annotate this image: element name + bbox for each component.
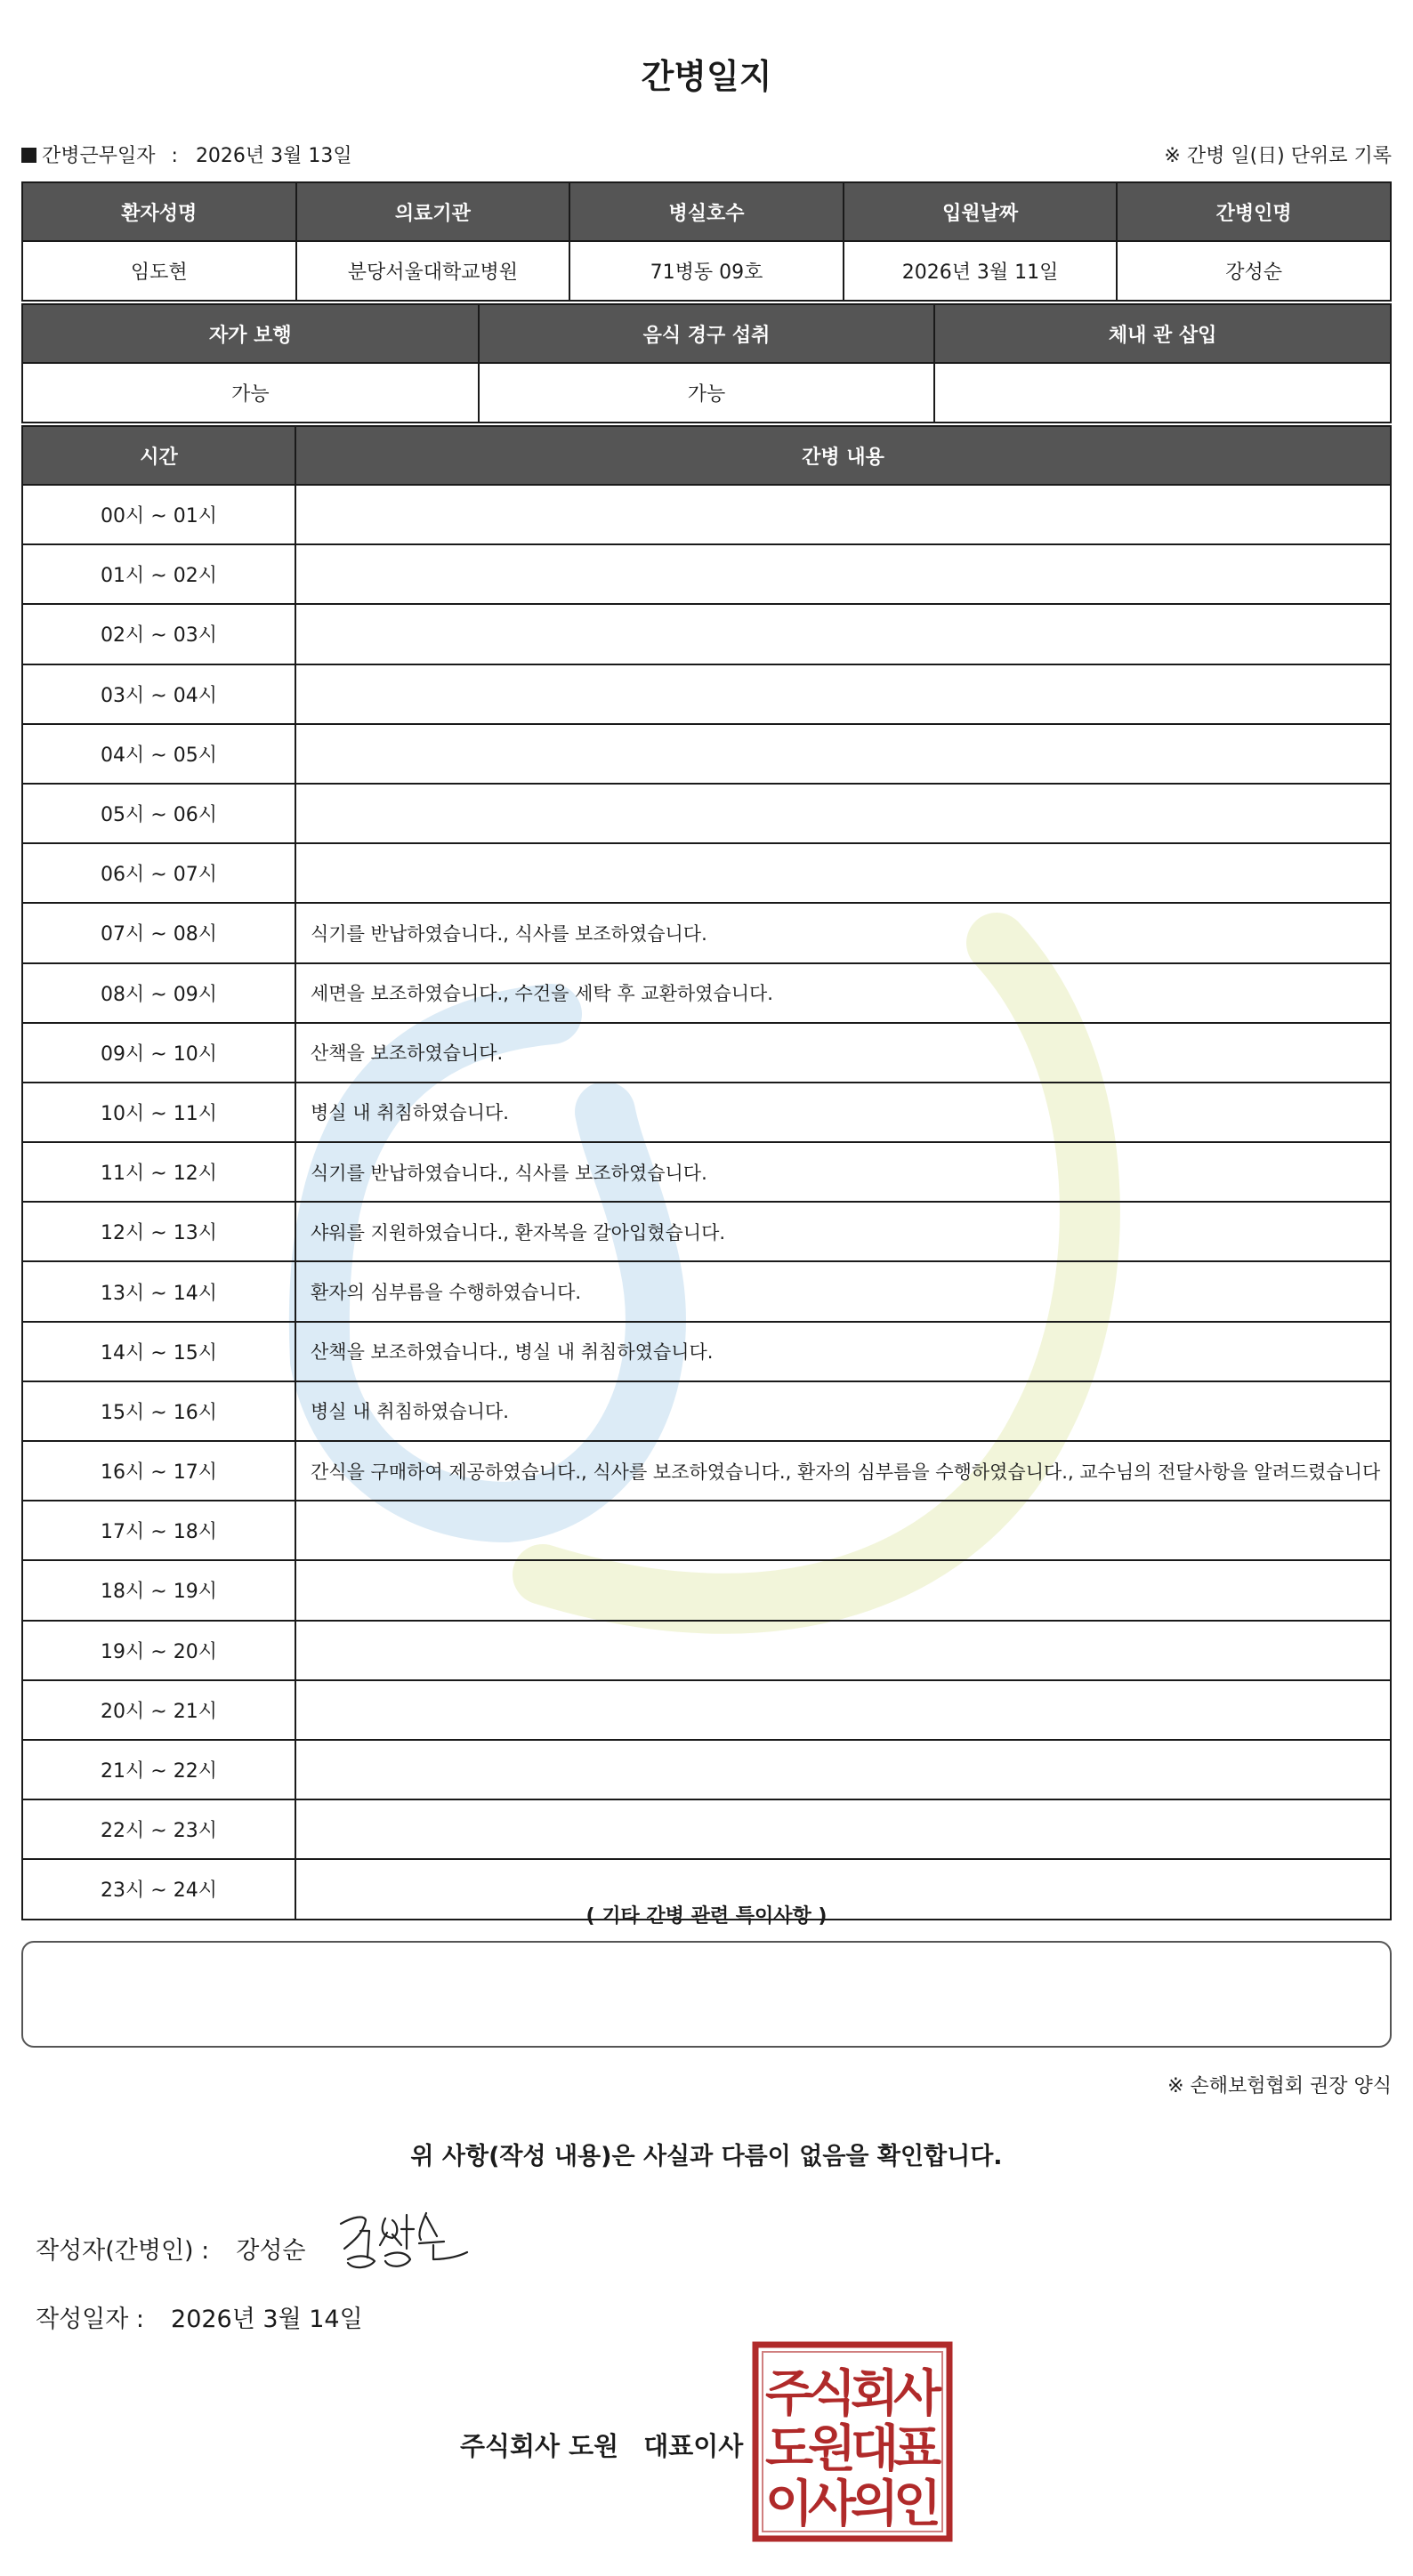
oral-intake: 가능: [479, 363, 935, 423]
svg-text:원: 원: [807, 2420, 857, 2478]
log-time: 02시 ~ 03시: [22, 604, 295, 664]
svg-text:표: 표: [892, 2420, 942, 2478]
log-time: 14시 ~ 15시: [22, 1322, 295, 1381]
log-content: [295, 1740, 1391, 1799]
header-tube-insertion: 체내 관 삽입: [934, 304, 1391, 363]
log-time: 01시 ~ 02시: [22, 544, 295, 604]
log-time: 17시 ~ 18시: [22, 1501, 295, 1560]
log-row: [22, 1381, 1391, 1441]
log-time: 21시 ~ 22시: [22, 1740, 295, 1799]
log-time: 19시 ~ 20시: [22, 1621, 295, 1680]
log-row: [22, 1501, 1391, 1560]
log-content: [295, 1501, 1391, 1560]
log-time: 16시 ~ 17시: [22, 1441, 295, 1501]
room: 71병동 09호: [569, 241, 844, 301]
log-content: [295, 784, 1391, 843]
log-time: 06시 ~ 07시: [22, 843, 295, 903]
patient-status-table: [21, 303, 1392, 423]
log-row: [22, 1083, 1391, 1142]
form-note: ※ 손해보험협회 권장 양식: [1167, 2075, 1392, 2097]
log-content: 병실 내 취침하였습니다.: [295, 1381, 1391, 1441]
log-content: 간식을 구매하여 제공하였습니다., 식사를 보조하였습니다., 환자의 심부름을 수행하였습니다., 교수님의 전달사항을 알려드렸습니다: [295, 1441, 1391, 1501]
svg-text:회: 회: [850, 2365, 900, 2423]
log-content: 환자의 심부름을 수행하였습니다.: [295, 1261, 1391, 1321]
log-content: [295, 724, 1391, 784]
log-content: [295, 1680, 1391, 1740]
header-patient-name: 환자성명: [22, 182, 296, 241]
svg-text:사: 사: [892, 2365, 942, 2423]
log-row: [22, 1680, 1391, 1740]
log-time: 15시 ~ 16시: [22, 1381, 295, 1441]
written-date-line: [36, 2299, 363, 2334]
log-row: [22, 1322, 1391, 1381]
representative-title: 대표이사: [643, 2431, 744, 2461]
svg-text:인: 인: [892, 2475, 942, 2533]
log-time: 08시 ~ 09시: [22, 963, 295, 1023]
log-content: 산책을 보조하였습니다., 병실 내 취침하였습니다.: [295, 1322, 1391, 1381]
work-date-value: 2026년 3월 13일: [195, 145, 352, 167]
written-date: 2026년 3월 14일: [171, 2306, 363, 2333]
square-bullet-icon: [21, 148, 36, 163]
log-content: [295, 1621, 1391, 1680]
log-row: [22, 1799, 1391, 1859]
log-row: [22, 784, 1391, 843]
written-date-label: 작성일자 :: [36, 2306, 145, 2333]
writer-name: 강성순: [236, 2237, 306, 2265]
caregiver-name: 강성순: [1117, 241, 1391, 301]
self-walking: 가능: [22, 363, 479, 423]
log-content: [295, 1560, 1391, 1620]
svg-text:도: 도: [764, 2420, 814, 2478]
notes-box: [21, 1941, 1392, 2048]
header-institution: 의료기관: [296, 182, 570, 241]
patient-info-table: [21, 181, 1392, 302]
log-content: 샤워를 지원하였습니다., 환자복을 갈아입혔습니다.: [295, 1202, 1391, 1261]
log-time: 03시 ~ 04시: [22, 664, 295, 724]
log-content: [295, 843, 1391, 903]
header-self-walking: 자가 보행: [22, 304, 479, 363]
log-time: 12시 ~ 13시: [22, 1202, 295, 1261]
log-row: [22, 843, 1391, 903]
work-date-colon: :: [171, 145, 178, 167]
log-content: 식기를 반납하였습니다., 식사를 보조하였습니다.: [295, 903, 1391, 962]
care-log-body: [22, 485, 1391, 1920]
log-row: [22, 664, 1391, 724]
log-row: [22, 1261, 1391, 1321]
work-date: [21, 141, 352, 168]
log-row: [22, 963, 1391, 1023]
log-row: [22, 1202, 1391, 1261]
handwritten-signature: [334, 2204, 476, 2275]
header-care-content: 간병 내용: [295, 426, 1391, 485]
svg-text:대: 대: [850, 2420, 900, 2478]
log-time: 10시 ~ 11시: [22, 1083, 295, 1142]
log-content: 산책을 보조하였습니다.: [295, 1023, 1391, 1083]
log-time: 00시 ~ 01시: [22, 485, 295, 544]
log-content: [295, 485, 1391, 544]
log-row: [22, 1023, 1391, 1083]
svg-text:이: 이: [764, 2475, 814, 2533]
header-room: 병실호수: [569, 182, 844, 241]
svg-text:주: 주: [764, 2365, 814, 2423]
patient-name: 임도현: [22, 241, 296, 301]
log-row: [22, 724, 1391, 784]
svg-text:사: 사: [807, 2475, 857, 2533]
log-time: 23시 ~ 24시: [22, 1859, 295, 1919]
log-row: [22, 604, 1391, 664]
log-time: 18시 ~ 19시: [22, 1560, 295, 1620]
writer-line: [36, 2231, 306, 2266]
log-time: 11시 ~ 12시: [22, 1142, 295, 1202]
record-note: ※ 간병 일(日) 단위로 기록: [1164, 145, 1392, 167]
log-content: 병실 내 취침하였습니다.: [295, 1083, 1391, 1142]
header-admission-date: 입원날짜: [844, 182, 1118, 241]
log-time: 09시 ~ 10시: [22, 1023, 295, 1083]
log-content: [295, 544, 1391, 604]
work-date-label: 간병근무일자: [42, 145, 156, 167]
log-time: 22시 ~ 23시: [22, 1799, 295, 1859]
svg-text:의: 의: [850, 2475, 900, 2533]
log-row: [22, 1142, 1391, 1202]
page-title: 간병일지: [641, 57, 772, 96]
company-name: 주식회사 도원: [460, 2431, 619, 2461]
company-seal-stamp: [752, 2341, 953, 2542]
log-content: 식기를 반납하였습니다., 식사를 보조하였습니다.: [295, 1142, 1391, 1202]
log-time: 05시 ~ 06시: [22, 784, 295, 843]
writer-label: 작성자(간병인) :: [36, 2237, 210, 2265]
log-content: [295, 664, 1391, 724]
log-row: [22, 544, 1391, 604]
log-time: 13시 ~ 14시: [22, 1261, 295, 1321]
log-time: 04시 ~ 05시: [22, 724, 295, 784]
tube-insertion: [934, 363, 1391, 423]
log-time: 20시 ~ 21시: [22, 1680, 295, 1740]
care-log-table: [21, 425, 1392, 1920]
admission-date: 2026년 3월 11일: [844, 241, 1118, 301]
confirmation-statement: 위 사항(작성 내용)은 사실과 다름이 없음을 확인합니다.: [410, 2143, 1003, 2170]
log-row: [22, 903, 1391, 962]
log-row: [22, 1740, 1391, 1799]
log-time: 07시 ~ 08시: [22, 903, 295, 962]
svg-text:식: 식: [807, 2365, 857, 2423]
log-content: 세면을 보조하였습니다., 수건을 세탁 후 교환하였습니다.: [295, 963, 1391, 1023]
log-content: [295, 604, 1391, 664]
log-row: [22, 1621, 1391, 1680]
notes-title: ( 기타 간병 관련 특이사항 ): [585, 1905, 828, 1928]
log-row: [22, 1441, 1391, 1501]
company-line: [460, 2427, 743, 2463]
institution: 분당서울대학교병원: [296, 241, 570, 301]
header-caregiver-name: 간병인명: [1117, 182, 1391, 241]
log-content: [295, 1799, 1391, 1859]
header-time: 시간: [22, 426, 295, 485]
header-oral-intake: 음식 경구 섭취: [479, 304, 935, 363]
log-row: [22, 1560, 1391, 1620]
log-row: [22, 485, 1391, 544]
